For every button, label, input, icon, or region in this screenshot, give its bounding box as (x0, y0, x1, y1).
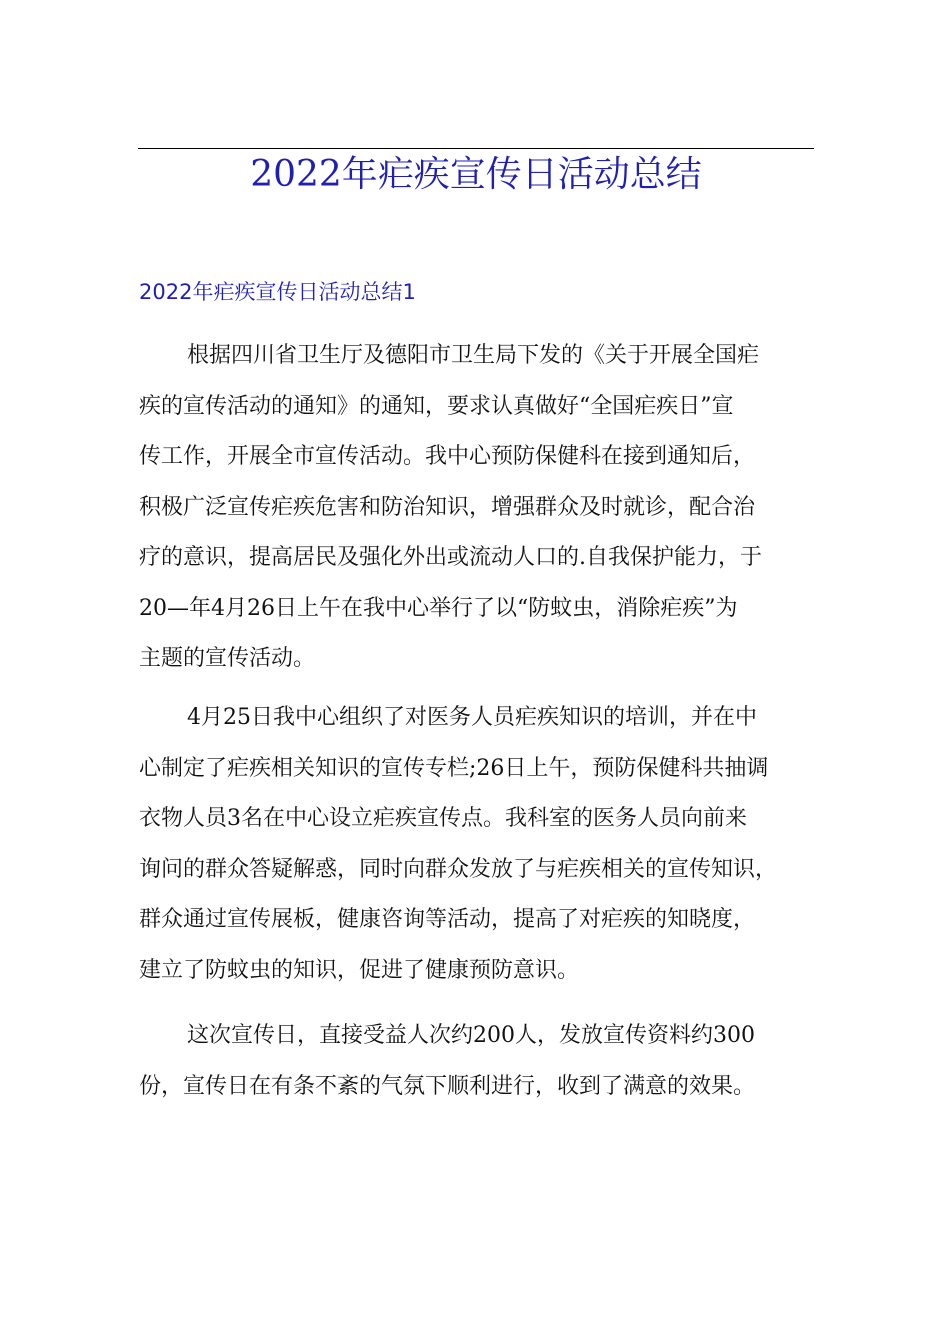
paragraph-2 (139, 693, 811, 996)
paragraph-line: 4月25日我中心组织了对医务人员疟疾知识的培训，并在中 (187, 705, 757, 730)
paragraph-line: 建立了防蚊虫的知识，促进了健康预防意识。 (139, 957, 580, 983)
paragraph-line: 主题的宣传活动。 (139, 646, 316, 671)
paragraph-line: 询问的群众答疑解惑，同时向群众发放了与疟疾相关的宣传知识， (139, 856, 778, 882)
paragraph-line: 20—年4月26日上午在我中心举行了以“防蚊虫，消除疟疾”为 (139, 595, 738, 621)
paragraph-line: 份，宣传日在有条不紊的气氛下顺利进行，收到了满意的效果。 (139, 1073, 756, 1099)
paragraph-line: 群众通过宣传展板，健康咨询等活动，提高了对疟疾的知晓度， (139, 907, 756, 932)
paragraph-3 (139, 1011, 811, 1112)
paragraph-line: 根据四川省卫生厅及德阳市卫生局下发的《关于开展全国疟 (187, 343, 760, 368)
header-rule (138, 148, 814, 149)
paragraph-line: 心制定了疟疾相关知识的宣传专栏;26日上午，预防保健科共抽调 (139, 755, 769, 781)
paragraph-1 (139, 331, 811, 685)
section-heading: 2022年疟疾宣传日活动总结1 (139, 280, 416, 304)
paragraph-line: 传工作，开展全市宣传活动。我中心预防保健科在接到通知后， (139, 444, 756, 469)
paragraph-line: 积极广泛宣传疟疾危害和防治知识，增强群众及时就诊，配合治 (139, 494, 756, 520)
paragraph-line: 衣物人员3名在中心设立疟疾宣传点。我科室的医务人员向前来 (139, 806, 747, 831)
document-title: 2022年疟疾宣传日活动总结 (250, 154, 702, 195)
paragraph-line: 疾的宣传活动的通知》的通知，要求认真做好“全国疟疾日”宣 (139, 393, 734, 419)
paragraph-line: 这次宣传日，直接受益人次约200人，发放宣传资料约300 (187, 1023, 755, 1048)
paragraph-line: 疗的意识，提高居民及强化外出或流动人口的.自我保护能力，于 (139, 545, 762, 570)
